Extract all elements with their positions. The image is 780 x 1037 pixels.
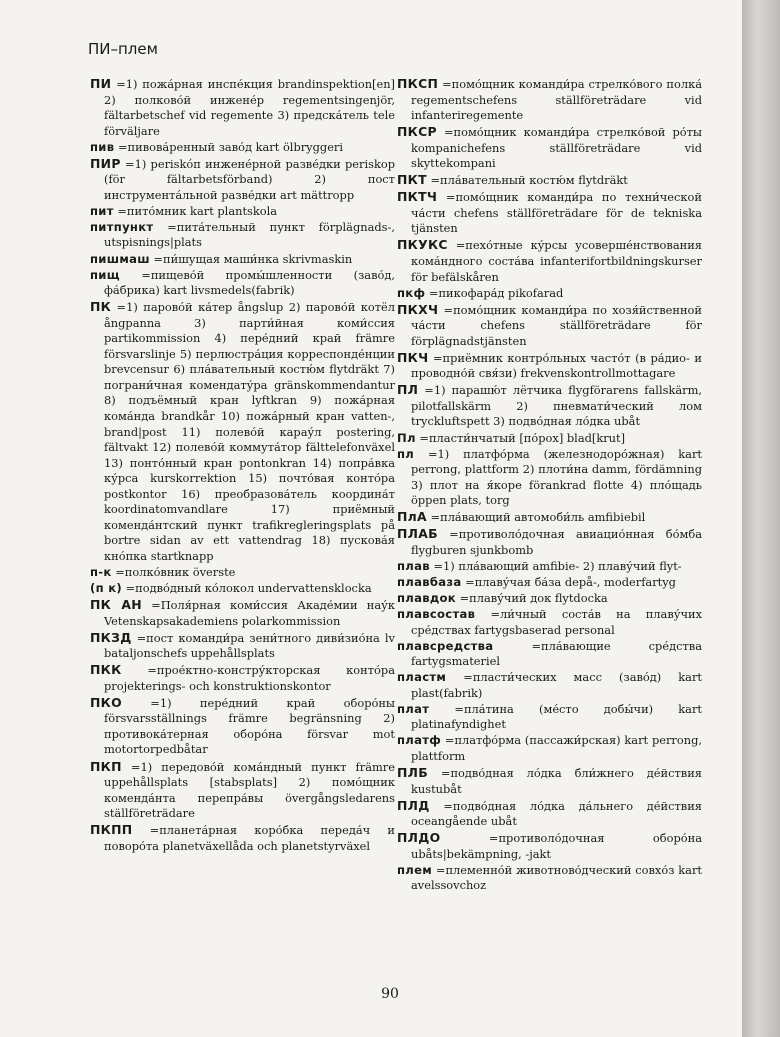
headword: ПКЗД	[90, 629, 132, 645]
entry	[397, 350, 702, 382]
headword: ПКП	[90, 758, 122, 774]
headword: ПЛ	[397, 382, 419, 398]
left-column	[90, 76, 395, 855]
entry	[397, 172, 702, 189]
definition: =1) пожа́рная инспе́кция brandinspektion[en] 2) полково́й инжене́р regementsingenjör, fältarbetschef vid regemente 3) предска́тель tele förväljare	[104, 77, 395, 138]
definition: =племенно́й животново́дческий совхо́з kart avelssovchoz	[411, 862, 702, 893]
entry	[397, 76, 702, 124]
headword: ПЛАБ	[397, 526, 438, 542]
headword: плавбаза	[397, 574, 462, 589]
entry	[397, 863, 702, 894]
headword: ПКХЧ	[397, 301, 439, 317]
definition: =1) передово́й кома́ндный пункт främre uppehållsplats [stabsplats] 2) помо́щник коменда́нта перепра́вы övergångsledarens ställföreträdare	[104, 759, 395, 821]
headword: плат	[397, 701, 430, 716]
definition: =плаву́чая ба́за depå-, moderfartyg	[461, 574, 676, 589]
definition: =платфо́рма (пассажи́рская) kart perrong, plattform	[411, 733, 702, 763]
headword: плавсостав	[397, 607, 476, 622]
entry	[397, 702, 702, 733]
definition: =пи́шущая маши́нка skrivmaskin	[149, 251, 353, 266]
definition: =1) парово́й ка́тер ångslup 2) парово́й котёл ångpanna 3) парти́йная коми́ссия partikommission 4) пере́дний край främre försvarslinje 5) перлюстра́ция корреспонде́нции brevcensur 6) пла́вательный костю́м flytdräkt 7) пограни́чная комендату́ра gränskommendantur 8) подъёмный кран lyftkran 9) пожа́рная кома́нда brandkår 10) пожа́рный кран vatten-, brand|post 11) полево́й карау́л postering, fältvakt 12) полево́й коммута́тор fälttelefonväxel 13) понто́нный кран pontonkran 14) попра́вка ку́рса kurskorrektion 15) почто́вая конто́ра postkontor 16) преобразова́тель координа́т koordinatomvandlare 17) приёмный коменда́нтский пункт trafikregleringsplats på bortre sidan av ett vattendrag 18) пускова́я кно́пка startknapp	[104, 300, 395, 563]
definition: =пикофара́д pikofarad	[425, 285, 564, 300]
definition: =1) платфо́рма (железнодоро́жная) kart perrong, plattform 2) плоти́на damm, fördämning 3) плот на я́коре förankrad flotte 4) пло́щадь öppen plats, torg	[411, 446, 702, 508]
entry	[397, 733, 702, 764]
headword: плем	[397, 862, 433, 877]
definition: =пласти́нчатый [по́рох] blad[krut]	[415, 430, 626, 445]
headword: ПК АН	[90, 597, 142, 613]
page-number: 90	[381, 986, 399, 1002]
definition: =плаву́чий док flytdocka	[455, 591, 608, 605]
headword: пишмаш	[90, 251, 150, 266]
definition: =пито́мник kart plantskola	[113, 203, 278, 218]
entry	[90, 759, 395, 822]
headword: ПКУКС	[397, 237, 448, 253]
entry	[397, 607, 702, 638]
definition: =пита́тельный пункт förplägnads-, utspisnings|plats	[104, 219, 395, 250]
headword: плавсредства	[397, 638, 494, 653]
definition: =противоло́дочная авиацио́нная бо́мба flygburen sjunkbomb	[411, 527, 702, 557]
headword: ПЛБ	[397, 765, 429, 781]
headword: платф	[397, 733, 442, 748]
definition: =помо́щник команди́ра стрелко́вой ро́ты kompanichefens ställföreträdare vid skyttekompani	[411, 125, 702, 171]
headword: ПК	[90, 299, 112, 315]
headword: ПЛДО	[397, 830, 441, 846]
entry	[397, 431, 702, 447]
definition: =подво́дная ло́дка да́льнего де́йствия oceangående ubåt	[411, 798, 702, 829]
headword: ПлА	[397, 509, 427, 525]
headword: Пл	[397, 430, 416, 445]
entry	[90, 581, 395, 597]
definition: =1) парашю́т лётчика flygförarens fallskärm, pilotfallskärm 2) пневмати́ческий лом tryckluftspett 3) подво́дная ло́дка ubåt	[411, 383, 702, 429]
entry	[397, 575, 702, 591]
definition: =приёмник контро́льных часто́т (в ра́дио- и проводно́й свя́зи) frekvenskontrollmottagare	[411, 350, 702, 381]
definition: =пла́вающий автомоби́ль amfibiebil	[426, 510, 646, 525]
definition: =прое́ктно-констру́кторская конто́ра projekterings- och konstruktionskontor	[104, 663, 395, 693]
headword: ПКЧ	[397, 349, 429, 365]
entry	[397, 286, 702, 302]
definition: =1) пере́дний край оборо́ны försvarsställnings främre begränsning 2) противока́терная оборо́на försvar mot motortorpedbåtar	[104, 695, 395, 757]
entry	[397, 509, 702, 526]
headword: (п к)	[90, 581, 123, 595]
definition: =пла́вательный костю́м flytdräkt	[426, 173, 628, 188]
definition: =пехо́тные ку́рсы усоверше́нствования кома́ндного соста́ва infanterifortbildningskurser för befälskåren	[411, 238, 702, 284]
entry	[90, 597, 395, 629]
headword: плавдок	[397, 591, 456, 605]
headword: пл	[397, 446, 415, 461]
definition: =Поля́рная коми́ссия Акаде́мии нау́к Vetenskapsakademiens polarkommission	[104, 598, 395, 628]
definition: =1) periskóп инжене́рной разве́дки periskop (för fältarbetsförband) 2) пост инструмента́льной разве́дки art mättropp	[104, 156, 395, 202]
entry	[90, 204, 395, 220]
entry	[90, 662, 395, 694]
entry	[397, 765, 702, 797]
headword: плав	[397, 558, 430, 573]
definition: =пивова́ренный заво́д kart ölbryggeri	[114, 139, 344, 154]
entry	[397, 559, 702, 575]
headword: пищ	[90, 267, 120, 282]
headword: п-к	[90, 564, 112, 579]
headword: пластм	[397, 670, 447, 685]
definition: =пост команди́ра зени́тного диви́зио́на lv bataljonschefs uppehållsplats	[104, 630, 395, 661]
headword: пкф	[397, 285, 426, 300]
headword: ПКО	[90, 694, 122, 710]
definition: =пласти́ческих масс (заво́д) kart plast(fabrik)	[411, 670, 702, 700]
definition: =помо́щник команди́ра по техни́ческой ча́сти chefens ställföreträdare för de tekniska tjänsten	[411, 190, 702, 236]
headword: питпункт	[90, 219, 154, 234]
entry	[397, 189, 702, 237]
entry	[397, 382, 702, 430]
entry	[397, 798, 702, 830]
running-head: ПИ–плем	[88, 40, 158, 58]
headword: ПКТЧ	[397, 189, 438, 205]
headword: пит	[90, 203, 114, 218]
entry	[90, 695, 395, 758]
entry	[90, 630, 395, 662]
headword: ПКК	[90, 662, 122, 678]
headword: ПКСР	[397, 124, 437, 140]
definition: =помо́щник команди́ра по хозя́йственной ча́сти chefens ställföreträdare för förplägnadstjänsten	[411, 302, 702, 348]
entry	[90, 299, 395, 564]
definition: =пищево́й промы́шленности (заво́д, фа́брика) kart livsmedels(fabrik)	[104, 267, 395, 298]
entry	[397, 526, 702, 558]
definition: =подво́дный ко́локол undervattensklocka	[122, 581, 372, 595]
entry	[397, 639, 702, 670]
definition: =пла́вающие сре́дства fartygsmateriel	[411, 638, 702, 669]
entry	[90, 140, 395, 156]
headword: ПИР	[90, 155, 121, 171]
entry	[397, 830, 702, 862]
page-edge	[742, 0, 780, 1037]
definition: =противоло́дочная оборо́на ubåts|bekämpning, -jakt	[411, 831, 702, 861]
entry	[90, 252, 395, 268]
definition: =полко́вник överste	[111, 564, 236, 579]
entry	[90, 220, 395, 251]
headword: ПИ	[90, 76, 112, 91]
right-column	[397, 76, 702, 894]
headword: ПКПП	[90, 822, 133, 838]
headword: ПЛД	[397, 797, 430, 813]
entry	[90, 76, 395, 139]
definition: =1) пла́вающий amfibie- 2) плаву́чий flyt-	[429, 558, 682, 573]
headword: ПКТ	[397, 172, 427, 188]
definition: =помо́щник команди́ра стрелко́вого полка́ regementschefens ställföreträdare vid infanteriregemente	[411, 77, 702, 123]
entry	[397, 591, 702, 607]
headword: ПКСП	[397, 76, 439, 91]
entry	[397, 237, 702, 285]
entry	[90, 156, 395, 204]
definition: =планета́рная коро́бка переда́ч и поворо́та planetväxellåda och planetstyrväxel	[104, 823, 395, 853]
entry	[397, 447, 702, 509]
entry	[90, 565, 395, 581]
entry	[397, 302, 702, 350]
definition: =ли́чный соста́в на плаву́чих сре́дствах fartygsbaserad personal	[411, 607, 702, 637]
definition: =подво́дная ло́дка бли́жнего де́йствия kustubåt	[411, 766, 702, 796]
entry	[90, 268, 395, 299]
definition: =пла́тина (ме́сто добы́чи) kart platinafyndighet	[411, 701, 702, 732]
entry	[90, 822, 395, 854]
entry	[397, 124, 702, 172]
headword: пив	[90, 139, 115, 154]
entry	[397, 670, 702, 701]
